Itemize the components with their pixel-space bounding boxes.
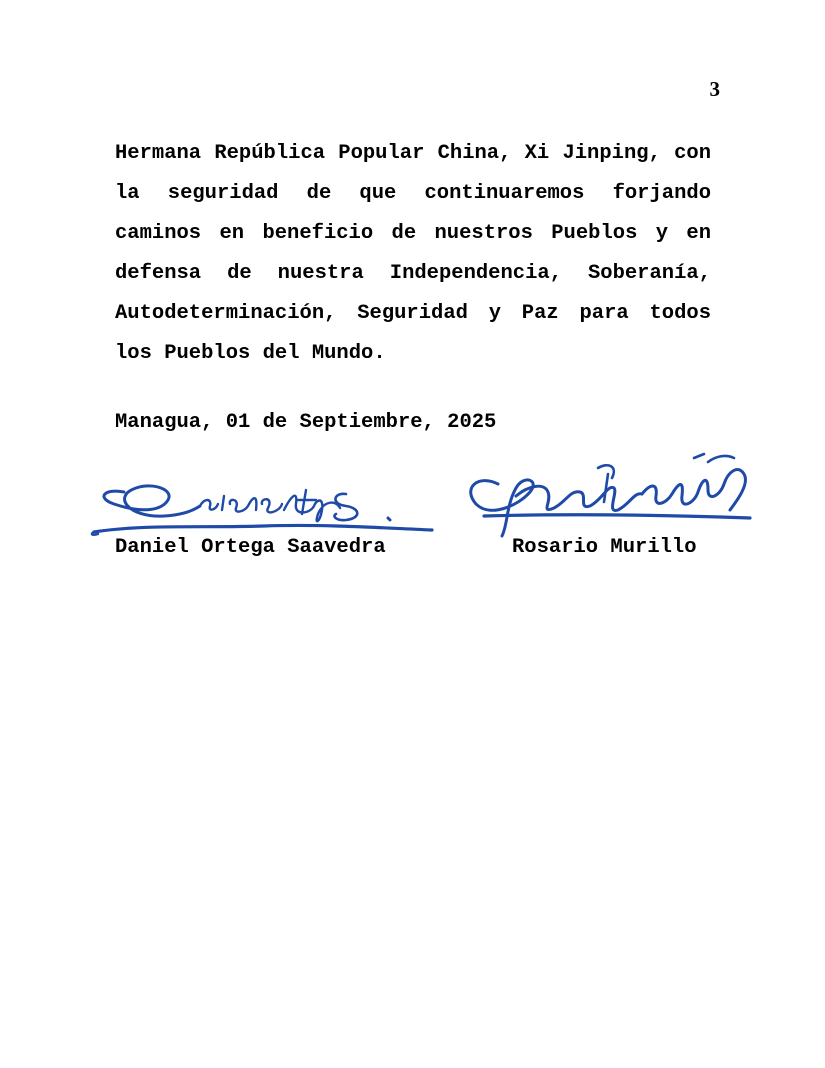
body-paragraph: Hermana República Popular China, Xi Jinping, con la seguridad de que continuaremos forjando caminos en beneficio de nuestros Pueblos y en defensa de nuestra Independencia, Soberanía, Autodeterminación, Seguridad y Paz para todos los Pueblos del Mundo. [115,142,711,365]
signatory-name-daniel-ortega: Daniel Ortega Saavedra [115,536,386,559]
signatory-name-rosario-murillo: Rosario Murillo [512,536,697,559]
page-number: 3 [709,77,720,101]
dateline: Managua, 01 de Septiembre, 2025 [115,411,497,434]
